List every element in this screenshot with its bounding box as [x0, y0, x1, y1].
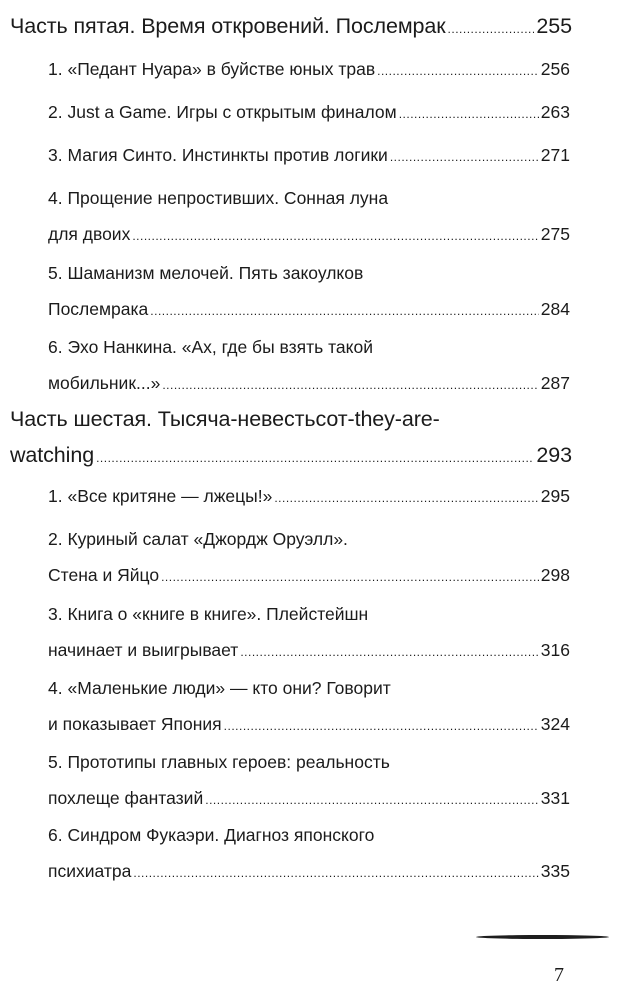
toc-entry: 4. «Маленькие люди» — кто они? Говорит и показывает Япония ..... 324 [48, 670, 570, 744]
page-number: 255 [536, 14, 572, 38]
page-number: 316 [540, 640, 570, 660]
toc-part-title: Часть шестая. Тысяча-невестьсот-they-are- watching ..... 293 [10, 403, 572, 475]
decorative-rule [476, 935, 609, 939]
dot-leader [399, 96, 539, 132]
toc-entry: 5. Шаманизм мелочей. Пять закоулков Послемрака ..... 284 [48, 255, 570, 329]
dot-leader [133, 855, 538, 891]
dot-leader [377, 53, 539, 89]
dot-leader [150, 293, 539, 329]
toc-entry: 3. Магия Синто. Инстинкты против логики ..... 271 [48, 137, 570, 175]
dot-leader [240, 634, 538, 670]
page-number: 298 [540, 565, 570, 585]
page-number: 275 [540, 224, 570, 244]
toc-entry: 1. «Все критяне — лжецы!» ..... 295 [48, 478, 570, 516]
dot-leader [274, 480, 538, 516]
dot-leader [205, 782, 539, 818]
dot-leader [224, 708, 539, 744]
dot-leader [161, 559, 539, 595]
toc-entry: 2. Just a Game. Игры с открытым финалом ..... 263 [48, 94, 570, 132]
page-number: 271 [540, 145, 570, 165]
toc-entry: 5. Прототипы главных героев: реальность похлеще фантазий ..... 331 [48, 744, 570, 818]
dot-leader [132, 218, 538, 254]
page-number: 335 [540, 861, 570, 881]
toc-entry: 2. Куриный салат «Джордж Оруэлл». Стена и Яйцо ..... 298 [48, 521, 570, 595]
toc-part-title: Часть пятая. Время откровений. Послемрак ..... 255 [10, 10, 572, 46]
dot-leader [96, 442, 534, 475]
toc-entry: 3. Книга о «книге в книге». Плейстейшн начинает и выигрывает ..... 316 [48, 596, 570, 670]
toc-entry: 6. Синдром Фукаэри. Диагноз японского психиатра ..... 335 [48, 817, 570, 891]
dot-leader [390, 139, 539, 175]
page-number: 295 [540, 486, 570, 506]
dot-leader [448, 13, 535, 46]
page-number: 293 [536, 443, 572, 467]
page-number: 256 [540, 59, 570, 79]
toc-entry: 4. Прощение непростивших. Сонная луна для двоих ..... 275 [48, 180, 570, 254]
dot-leader [162, 367, 538, 403]
page-number: 324 [540, 714, 570, 734]
folio-page-number: 7 [554, 964, 564, 986]
page-number: 331 [540, 788, 570, 808]
page-number: 284 [540, 299, 570, 319]
page-number: 287 [540, 373, 570, 393]
toc-entry: 1. «Педант Нуара» в буйстве юных трав ..... 256 [48, 51, 570, 89]
toc-entry: 6. Эхо Нанкина. «Ах, где бы взять такой мобильник...» ..... 287 [48, 329, 570, 403]
page-number: 263 [540, 102, 570, 122]
